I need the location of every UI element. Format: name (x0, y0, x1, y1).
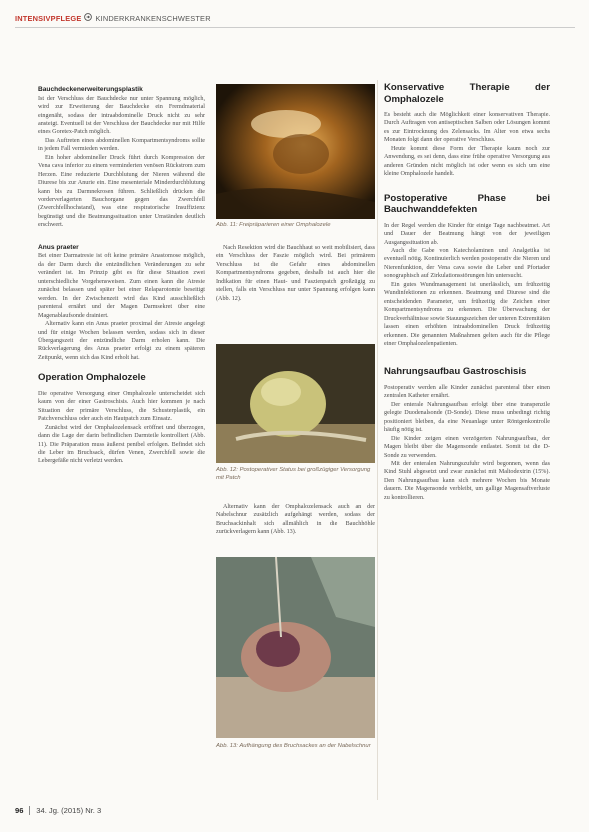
issue-label: 34. Jg. (2015) Nr. 3 (36, 806, 102, 815)
column-right (384, 82, 550, 502)
paragraph: Alternativ kann ein Anus praeter proximal der Atresie angelegt und für einige Wochen belassen werden, sodass sich in dieser Übergangszeit der entzündliche Darm erholen kann. Die Rückverlagerung des Anus praeter erfolgt zu einem späteren Zeitpunkt, wenn sich das Kind erholt hat. (38, 321, 205, 361)
page-number: 96 (15, 806, 24, 815)
paragraph: Es besteht auch die Möglichkeit einer konservativen Therapie. Durch Auftragen von antiseptischen Salben oder Lösungen kommt es zur Eintrocknung des Zelensacks. Im Alter von etwa sechs Monaten folgt dann der operative Verschluss. (384, 112, 550, 144)
figure-12-photo (216, 344, 375, 463)
paragraph: Postoperativ werden alle Kinder zunächst parenteral über einen zentralen Katheter ernährt. (384, 384, 550, 400)
paragraph: Die Kinder zeigen einen verzögerten Nahrungsaufbau, der Magen bleibt über die Magensonde entlastet. Somit ist die D-Sonde zu verwenden. (384, 435, 550, 459)
heading-anus-praeter: Anus praeter (38, 243, 79, 251)
figure-13-photo (216, 557, 375, 738)
heading-operation-omphalozele: Operation Omphalozele (38, 372, 146, 384)
column-left (38, 86, 205, 466)
paragraph: Alternativ kann der Omphalozelensack auch an der Nabelschnur zusätzlich aufgehängt werden, sodass der Bruchsackinhalt sich allmählich in die Bauchhöhle zurückverlagern kann (Abb. 13). (216, 504, 375, 536)
paragraph: Zunächst wird der Omphalozelensack eröffnet und überzogen, dann die Lage der darin befindlichen Darmteile kontrolliert (Abb. 11). Die Präparation muss äußerst penibel erfolgen. Befindet sich die Leber im Bruchsack, dürfen Venen, Zwerchfell sowie die Lebergefäße nicht verletzt werden. (38, 424, 205, 465)
paragraph: Ein hoher abdomineller Druck führt durch Kompression der Vena cava inferior zu einem verminderten venösen Rückstrom zum Herzen. Eine reduzierte Durchblutung der Nieren während die Diurese bis zur Anurie ein. Eine mesenteriale Minderdurchblutung kann bis zu Darmnekrosen führen. Schließlich drücken die vorderverlagerten Bauchorgane gegen das Zwerchfell (Zwerchfellhochstand), was eine respiratorische Insuffizienz begünstigt und die Beatmungssituation unter Umständen deutlich erschwert. (38, 154, 205, 229)
paragraph: Bei einer Darmatresie ist oft keine primäre Anastomose möglich, da der Darm durch die entzündlichen Veränderungen zu sehr verändert ist. Im Prinzip gibt es für diese Situation zwei unterschiedliche Vorgehensweisen. Zum einen kann die Atresie zunächst belassen und später bei einer Relaparotomie beseitigt werden. In der Zwischenzeit wird das Kind ausschließlich parenteral ernährt und der Magen Darmsekret über eine Magenablaufsonde drainiert. (38, 253, 205, 319)
heading-nahrungsaufbau: Nahrungsaufbau Gastroschisis (384, 366, 527, 378)
column-middle-text-1 (216, 244, 375, 303)
figure-11-caption: Abb. 11: Freipräparieren einer Omphalozele (216, 222, 331, 228)
section-label: INTENSIVPFLEGE (15, 13, 82, 23)
page-header (15, 10, 575, 26)
footer-divider (29, 806, 30, 815)
heading-postoperative-phase: Postoperative Phase bei Bauchwanddefekten (384, 192, 550, 216)
arrow-circle-icon (84, 13, 92, 23)
heading-bauchdeckenerweiterung: Bauchdeckenerweiterungsplastik (38, 86, 143, 93)
paragraph: Der enterale Nahrungsaufbau erfolgt über eine transpenzile gelegte Duodenalsonde (D-Sonde). Diese muss unbedingt richtig positioniert bleiben, da eine Neuanlage unter Röntgenkontrolle häufig nötig ist. (384, 401, 550, 434)
paragraph: Das Auftreten eines abdominellen Kompartmentsyndroms sollte in jedem Fall vermieden werden. (38, 137, 205, 153)
paragraph: In der Regel werden die Kinder für einige Tage nachbeatmet. Art und Dauer der Beatmung hängt von der jeweiligen Ausgangssituation ab. (384, 222, 550, 246)
paragraph: Die operative Versorgung einer Omphalozele unterscheidet sich kaum von der einer Gastroschisis. Auch hier kommen je nach Situation der primäre Verschluss, die Schusterplastik, ein Patchverschluss oder auch ein Hautpatch zum Einsatz. (38, 390, 205, 423)
section-subtitle: KINDERKRANKENSCHWESTER (95, 13, 211, 23)
header-divider (15, 27, 575, 28)
column-middle-text-2 (216, 503, 375, 537)
paragraph: Nach Resektion wird die Bauchhaut so weit mobilisiert, dass ein Verschluss der Faszie möglich wird. Bei primärem Verschluss ist die Gefahr eines abdominellen Kompartmentsyndroms gegeben, deshalb ist auch hier die Indikation für einen Haut- und Faszienpatch großzügig zu stellen, falls ein Verschluss nur unter Spannung erfolgen kann (Abb. 12). (216, 245, 375, 302)
paragraph: Mit der enteralen Nahrungszufuhr wird begonnen, wenn das Kind Stuhl abgesetzt und zwar zunächst mit Maltodextrin (15%). Den Nahrungsaufbau kann sich mehrere Wochen bis Monate dauern. Die Magensonde verbleibt, um gallige Magensaftverluste zu kontrollieren. (384, 461, 550, 501)
paragraph: Ein gutes Wundmanagement ist unerlässlich, um frühzeitig Wundinfektionen zu erkennen. Beatmung und Diurese sind die entscheidenden Parameter, um frühzeitig die Zeichen einer Kompartmentsyndroms zu erkennen. Die Überwachung der Druckverhältnisse sowie Stauungszeichen der unteren Extremitäten lassen einen erhöhten intraabdominellen Druck frühzeitig erkennen. Die genannten Maßnahmen gelten auch für die Pflege einer Omphalozelenpatienten. (384, 281, 550, 347)
figure-11-photo (216, 84, 375, 219)
figure-13-caption: Abb. 13: Aufhängung des Bruchsackes an der Nabelschnur (216, 743, 371, 749)
page-footer (15, 806, 101, 815)
paragraph: Ist der Verschluss der Bauchdecke nur unter Spannung möglich, wird zur Erweiterung der Bauchdecke ein Fremdmaterial eingenäht, sodass der intraabdominelle Druck nicht zu sehr ansteigt. Eventuell ist der Verschluss der Bauchdecke nur mit Hilfe eines Goretex-Patch möglich. (38, 95, 205, 136)
paragraph: Heute kommt diese Form der Therapie kaum noch zur Anwendung, es sei denn, dass eine frühe operative Versorgung aus anderen Gründen nicht möglich ist oder wenn es sich um eine kleine Omphalozele handelt. (384, 145, 550, 178)
paragraph: Auch die Gabe von Katecholaminen und Analgetika ist eventuell nötig. Kontinuierlich werden postoperativ die Nieren und Nierenfunktion, der Vena cava sowie die Leber und Pfortader sonographisch auf Zirkulationsstörungen hin untersucht. (384, 247, 550, 280)
heading-konservative-therapie: Konservative Therapie der Omphalozele (384, 82, 550, 105)
figure-12-caption: Abb. 12: Postoperativer Status bei großzügiger Versorgung mit Patch (216, 467, 371, 481)
column-divider (377, 80, 378, 800)
